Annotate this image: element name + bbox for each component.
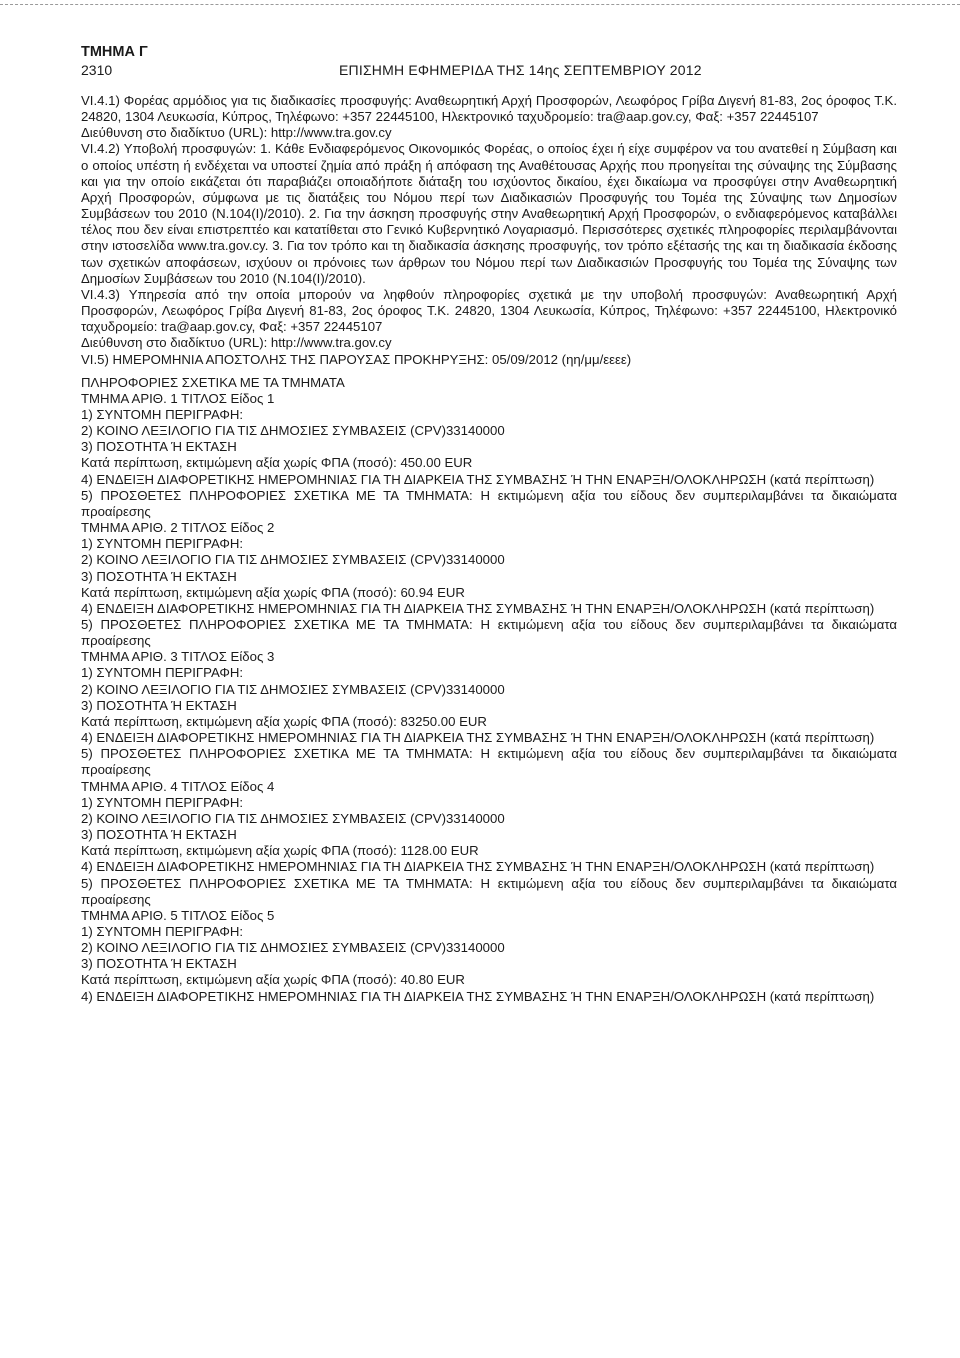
lot-quantity-heading: 3) ΠΟΣΟΤΗΤΑ Ή ΕΚΤΑΣΗ (81, 827, 237, 843)
lot-duration: 4) ΕΝΔΕΙΞΗ ΔΙΑΦΟΡΕΤΙΚΗΣ ΗΜΕΡΟΜΗΝΙΑΣ ΓΙΑ ΤΗ ΔΙΑΡΚΕΙΑ ΤΗΣ ΣΥΜΒΑΣΗΣ Ή ΤΗΝ ΕΝΑΡΞΗ/ΟΛΟΚΛΗΡΩΣΗ (κατά περίπτωση) (81, 988, 875, 1004)
lot-quantity-heading: 3) ΠΟΣΟΤΗΤΑ Ή ΕΚΤΑΣΗ (81, 439, 237, 455)
lot-quantity-heading: 3) ΠΟΣΟΤΗΤΑ Ή ΕΚΤΑΣΗ (81, 956, 237, 972)
annex-heading: ΠΛΗΡΟΦΟΡΙΕΣ ΣΧΕΤΙΚΑ ΜΕ ΤΑ ΤΜΗΜΑΤΑ (81, 374, 345, 390)
lot-additional-info: 5) ΠΡΟΣΘΕΤΕΣ ΠΛΗΡΟΦΟΡΙΕΣ ΣΧΕΤΙΚΑ ΜΕ ΤΑ ΤΜΗΜΑΤΑ: Η εκτιμώμενη αξία του είδους δεν συμπεριλαμβάνει τα δικαιώματα προαίρεσης (81, 617, 897, 649)
document-body (81, 93, 897, 1005)
lot-title: ΤΜΗΜΑ ΑΡΙΘ. 2 ΤΙΤΛΟΣ Είδος 2 (81, 520, 275, 536)
lot-title: ΤΜΗΜΑ ΑΡΙΘ. 4 ΤΙΤΛΟΣ Είδος 4 (81, 778, 275, 794)
lot-cpv: 2) ΚΟΙΝΟ ΛΕΞΙΛΟΓΙΟ ΓΙΑ ΤΙΣ ΔΗΜΟΣΙΕΣ ΣΥΜΒΑΣΕΙΣ (CPV)33140000 (81, 423, 505, 439)
lot-estimated-value: Κατά περίπτωση, εκτιμώμενη αξία χωρίς ΦΠΑ (ποσό): 60.94 EUR (81, 584, 465, 600)
running-header (81, 61, 897, 79)
lot-cpv: 2) ΚΟΙΝΟ ΛΕΞΙΛΟΓΙΟ ΓΙΑ ΤΙΣ ΔΗΜΟΣΙΕΣ ΣΥΜΒΑΣΕΙΣ (CPV)33140000 (81, 810, 505, 826)
lot-estimated-value: Κατά περίπτωση, εκτιμώμενη αξία χωρίς ΦΠΑ (ποσό): 1128.00 EUR (81, 843, 479, 859)
gazette-page (81, 44, 897, 1005)
lot-additional-info: 5) ΠΡΟΣΘΕΤΕΣ ΠΛΗΡΟΦΟΡΙΕΣ ΣΧΕΤΙΚΑ ΜΕ ΤΑ ΤΜΗΜΑΤΑ: Η εκτιμώμενη αξία του είδους δεν συμπεριλαμβάνει τα δικαιώματα προαίρεσης (81, 875, 897, 907)
dispatch-date-line: VI.5) ΗΜΕΡΟΜΗΝΙΑ ΑΠΟΣΤΟΛΗΣ ΤΗΣ ΠΑΡΟΥΣΑΣ ΠΡΟΚΗΡΥΞΗΣ: 05/09/2012 (ηη/μμ/εεεε) (81, 351, 632, 367)
lot-block (81, 779, 897, 908)
lot-short-description: 1) ΣΥΝΤΟΜΗ ΠΕΡΙΓΡΑΦΗ: (81, 923, 244, 939)
review-body-paragraph: VI.4.1) Φορέας αρμόδιος για τις διαδικασίες προσφυγής: Αναθεωρητική Αρχή Προσφορών, Λεωφόρος Γρίβα Διγενή 81-83, 2ος όροφος Τ.Κ. 24820, 1304 Λευκωσία, Κύπρος, Τηλέφωνο: +357 22445100, Ηλεκτρονικό ταχυδρομείο: tra@aap.gov.cy, Φαξ: +357 22445107 (81, 93, 897, 125)
scan-edge-rule (0, 4, 960, 5)
lot-title: ΤΜΗΜΑ ΑΡΙΘ. 1 ΤΙΤΛΟΣ Είδος 1 (81, 390, 275, 406)
lot-estimated-value: Κατά περίπτωση, εκτιμώμενη αξία χωρίς ΦΠΑ (ποσό): 450.00 EUR (81, 455, 473, 471)
lot-duration: 4) ΕΝΔΕΙΞΗ ΔΙΑΦΟΡΕΤΙΚΗΣ ΗΜΕΡΟΜΗΝΙΑΣ ΓΙΑ ΤΗ ΔΙΑΡΚΕΙΑ ΤΗΣ ΣΥΜΒΑΣΗΣ Ή ΤΗΝ ΕΝΑΡΞΗ/ΟΛΟΚΛΗΡΩΣΗ (κατά περίπτωση) (81, 859, 875, 875)
lot-cpv: 2) ΚΟΙΝΟ ΛΕΞΙΛΟΓΙΟ ΓΙΑ ΤΙΣ ΔΗΜΟΣΙΕΣ ΣΥΜΒΑΣΕΙΣ (CPV)33140000 (81, 940, 505, 956)
lot-duration: 4) ΕΝΔΕΙΞΗ ΔΙΑΦΟΡΕΤΙΚΗΣ ΗΜΕΡΟΜΗΝΙΑΣ ΓΙΑ ΤΗ ΔΙΑΡΚΕΙΑ ΤΗΣ ΣΥΜΒΑΣΗΣ Ή ΤΗΝ ΕΝΑΡΞΗ/ΟΛΟΚΛΗΡΩΣΗ (κατά περίπτωση) (81, 471, 875, 487)
appeals-info-paragraph: VI.4.3) Υπηρεσία από την οποία μπορούν να ληφθούν πληροφορίες σχετικά με την υποβολή προσφυγών: Αναθεωρητική Αρχή Προσφορών, Λεωφόρος Γρίβα Διγενή 81-83, 2ος όροφος Τ.Κ. 24820, 1304 Λευκωσία, Κύπρος, Τηλέφωνο: +357 22445100, Ηλεκτρονικό ταχυδρομείο: tra@aap.gov.cy, Φαξ: +357 22445107 (81, 286, 897, 335)
lot-title: ΤΜΗΜΑ ΑΡΙΘ. 3 ΤΙΤΛΟΣ Είδος 3 (81, 649, 275, 665)
gazette-title: ΕΠΙΣΗΜΗ ΕΦΗΜΕΡΙΔΑ ΤΗΣ 14ης ΣΕΠΤΕΜΒΡΙΟΥ 2012 (339, 62, 702, 78)
lot-cpv: 2) ΚΟΙΝΟ ΛΕΞΙΛΟΓΙΟ ΓΙΑ ΤΙΣ ΔΗΜΟΣΙΕΣ ΣΥΜΒΑΣΕΙΣ (CPV)33140000 (81, 552, 505, 568)
lot-block (81, 649, 897, 778)
lot-block (81, 520, 897, 649)
lot-block (81, 908, 897, 1005)
section-tag: ΤΜΗΜΑ Γ (81, 44, 148, 60)
page-number: 2310 (81, 62, 113, 78)
lot-short-description: 1) ΣΥΝΤΟΜΗ ΠΕΡΙΓΡΑΦΗ: (81, 406, 244, 422)
lot-quantity-heading: 3) ΠΟΣΟΤΗΤΑ Ή ΕΚΤΑΣΗ (81, 568, 237, 584)
lot-short-description: 1) ΣΥΝΤΟΜΗ ΠΕΡΙΓΡΑΦΗ: (81, 665, 244, 681)
lot-additional-info: 5) ΠΡΟΣΘΕΤΕΣ ΠΛΗΡΟΦΟΡΙΕΣ ΣΧΕΤΙΚΑ ΜΕ ΤΑ ΤΜΗΜΑΤΑ: Η εκτιμώμενη αξία του είδους δεν συμπεριλαμβάνει τα δικαιώματα προαίρεσης (81, 746, 897, 778)
appeals-info-url: Διεύθυνση στο διαδίκτυο (URL): http://www.tra.gov.cy (81, 335, 392, 351)
lodging-appeals-paragraph: VI.4.2) Υποβολή προσφυγών: 1. Κάθε Ενδιαφερόμενος Οικονομικός Φορέας, ο οποίος έχει ή είχε συμφέρον να του ανατεθεί η Σύμβαση και ο οποίος υπέστη ή ενδέχεται να υποστεί ζημία από πράξη ή απόφαση της Αναθέτουσας Αρχής που προηγείται της σύναψης της Σύμβασης και για την οποίο εικάζεται ότι παραβιάζει οποιαδήποτε διάταξη του ισχύοντος δικαίου, έχει δικαίωμα να προσφύγει στην Αναθεωρητική Αρχή Προσφορών, σύμφωνα με τις διατάξεις του Νόμου περί των Διαδικασιών Προσφυγής του Τομέα της Σύναψης των Δημοσίων Συμβάσεων του 2010 (N.104(I)/2010). 2. Για την άσκηση προσφυγής στην Αναθεωρητική Αρχή Προσφορών, ο ενδιαφερόμενος καταβάλλει τέλος που δεν είναι επιστρεπτέο και κατατίθεται στο Γενικό Κυβερνητικό Λογαριασμό. Περισσότερες σχετικές πληροφορίες περιλαμβάνονται στην ιστοσελίδα www.tra.gov.cy. 3. Για τον τρόπο και τη διαδικασία άσκησης προσφυγής, τον τρόπο εξέτασής της και τη διαδικασία έκδοσης των σχετικών αποφάσεων, ισχύουν οι πρόνοιες των άρθρων του Νόμου περί των Διαδικασιών Προσφυγής του Τομέα της Σύναψης των Δημοσίων Συμβάσεων του 2010 (N.104(I)/2010). (81, 141, 897, 286)
lot-estimated-value: Κατά περίπτωση, εκτιμώμενη αξία χωρίς ΦΠΑ (ποσό): 40.80 EUR (81, 972, 465, 988)
lot-title: ΤΜΗΜΑ ΑΡΙΘ. 5 ΤΙΤΛΟΣ Είδος 5 (81, 907, 275, 923)
lot-additional-info: 5) ΠΡΟΣΘΕΤΕΣ ΠΛΗΡΟΦΟΡΙΕΣ ΣΧΕΤΙΚΑ ΜΕ ΤΑ ΤΜΗΜΑΤΑ: Η εκτιμώμενη αξία του είδους δεν συμπεριλαμβάνει τα δικαιώματα προαίρεσης (81, 487, 897, 519)
lot-duration: 4) ΕΝΔΕΙΞΗ ΔΙΑΦΟΡΕΤΙΚΗΣ ΗΜΕΡΟΜΗΝΙΑΣ ΓΙΑ ΤΗ ΔΙΑΡΚΕΙΑ ΤΗΣ ΣΥΜΒΑΣΗΣ Ή ΤΗΝ ΕΝΑΡΞΗ/ΟΛΟΚΛΗΡΩΣΗ (κατά περίπτωση) (81, 730, 875, 746)
lot-duration: 4) ΕΝΔΕΙΞΗ ΔΙΑΦΟΡΕΤΙΚΗΣ ΗΜΕΡΟΜΗΝΙΑΣ ΓΙΑ ΤΗ ΔΙΑΡΚΕΙΑ ΤΗΣ ΣΥΜΒΑΣΗΣ Ή ΤΗΝ ΕΝΑΡΞΗ/ΟΛΟΚΛΗΡΩΣΗ (κατά περίπτωση) (81, 600, 875, 616)
lot-short-description: 1) ΣΥΝΤΟΜΗ ΠΕΡΙΓΡΑΦΗ: (81, 536, 244, 552)
lot-block (81, 391, 897, 520)
lot-cpv: 2) ΚΟΙΝΟ ΛΕΞΙΛΟΓΙΟ ΓΙΑ ΤΙΣ ΔΗΜΟΣΙΕΣ ΣΥΜΒΑΣΕΙΣ (CPV)33140000 (81, 681, 505, 697)
review-body-url: Διεύθυνση στο διαδίκτυο (URL): http://www.tra.gov.cy (81, 125, 392, 141)
lot-estimated-value: Κατά περίπτωση, εκτιμώμενη αξία χωρίς ΦΠΑ (ποσό): 83250.00 EUR (81, 713, 487, 729)
lot-short-description: 1) ΣΥΝΤΟΜΗ ΠΕΡΙΓΡΑΦΗ: (81, 794, 244, 810)
lot-quantity-heading: 3) ΠΟΣΟΤΗΤΑ Ή ΕΚΤΑΣΗ (81, 697, 237, 713)
